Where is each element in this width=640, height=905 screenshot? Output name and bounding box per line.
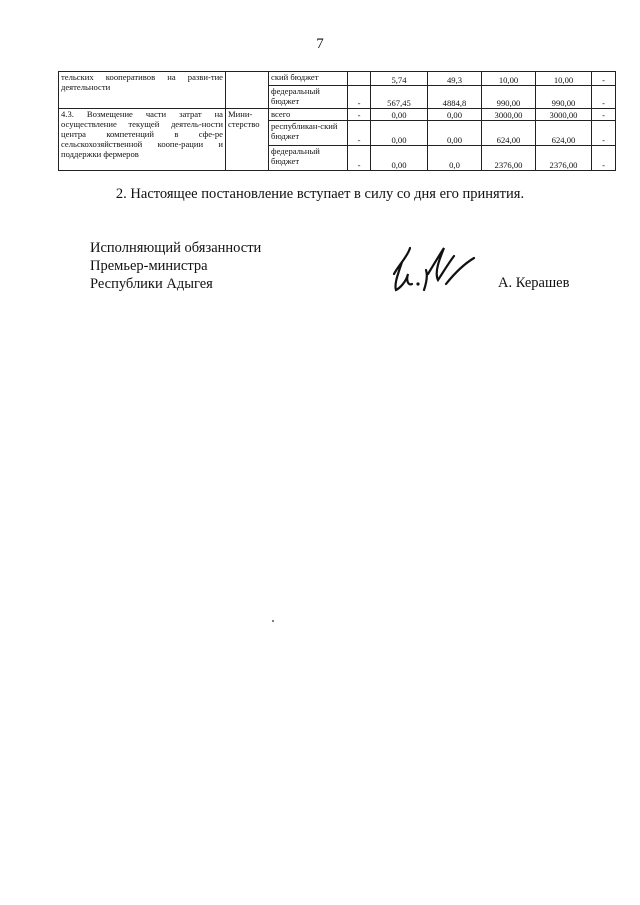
executor-cell: Мини-стерство: [226, 109, 269, 171]
value-cell: -: [348, 109, 371, 121]
program-funding-table: [58, 71, 616, 171]
handwritten-signature: [388, 244, 478, 296]
value-cell: 0,00: [371, 146, 428, 171]
value-cell: 0,00: [428, 121, 482, 146]
table-row: [59, 109, 616, 121]
signatory-title-line: Республики Адыгея: [90, 276, 213, 292]
value-cell: -: [592, 146, 616, 171]
value-cell: -: [348, 146, 371, 171]
value-cell: -: [592, 121, 616, 146]
value-cell: 2376,00: [482, 146, 536, 171]
value-cell: 624,00: [482, 121, 536, 146]
resolution-clause: 2. Настоящее постановление вступает в силу со дня его принятия.: [115, 186, 525, 202]
value-cell: -: [348, 86, 371, 109]
funding-source: ский бюджет: [269, 72, 348, 86]
value-cell: 0,00: [371, 121, 428, 146]
page-number: 7: [316, 36, 324, 52]
value-cell: 0,00: [371, 109, 428, 121]
funding-source: федеральный бюджет: [269, 86, 348, 109]
value-cell: -: [592, 86, 616, 109]
value-cell: 2376,00: [536, 146, 592, 171]
value-cell: 990,00: [482, 86, 536, 109]
funding-source: республикан-ский бюджет: [269, 121, 348, 146]
value-cell: 4884,8: [428, 86, 482, 109]
scan-artifact-dot: [272, 620, 274, 622]
signatory-name: А. Керашев: [498, 275, 570, 291]
value-cell: -: [592, 109, 616, 121]
value-cell: 3000,00: [482, 109, 536, 121]
value-cell: 990,00: [536, 86, 592, 109]
signatory-title-line: Исполняющий обязанности: [90, 240, 262, 256]
funding-source: федеральный бюджет: [269, 146, 348, 171]
signatory-title: [90, 239, 261, 293]
funding-source: всего: [269, 109, 348, 121]
executor-cell: [226, 72, 269, 109]
value-cell: 624,00: [536, 121, 592, 146]
value-cell: 3000,00: [536, 109, 592, 121]
table-row: [59, 72, 616, 86]
value-cell: -: [592, 72, 616, 86]
value-cell: 5,74: [371, 72, 428, 86]
value-cell: [348, 72, 371, 86]
value-cell: 49,3: [428, 72, 482, 86]
value-cell: 0,00: [428, 109, 482, 121]
value-cell: 10,00: [536, 72, 592, 86]
value-cell: 0,0: [428, 146, 482, 171]
value-cell: 10,00: [482, 72, 536, 86]
signatory-title-line: Премьер-министра: [90, 258, 208, 274]
value-cell: 567,45: [371, 86, 428, 109]
measure-description: тельских кооперативов на разви-тие деятельности: [59, 72, 226, 109]
measure-description: 4.3. Возмещение части затрат на осуществление текущей деятель-ности центра компетенций в сфе-ре сельскохозяйственной коопе-рации и поддержки фермеров: [59, 109, 226, 171]
value-cell: -: [348, 121, 371, 146]
